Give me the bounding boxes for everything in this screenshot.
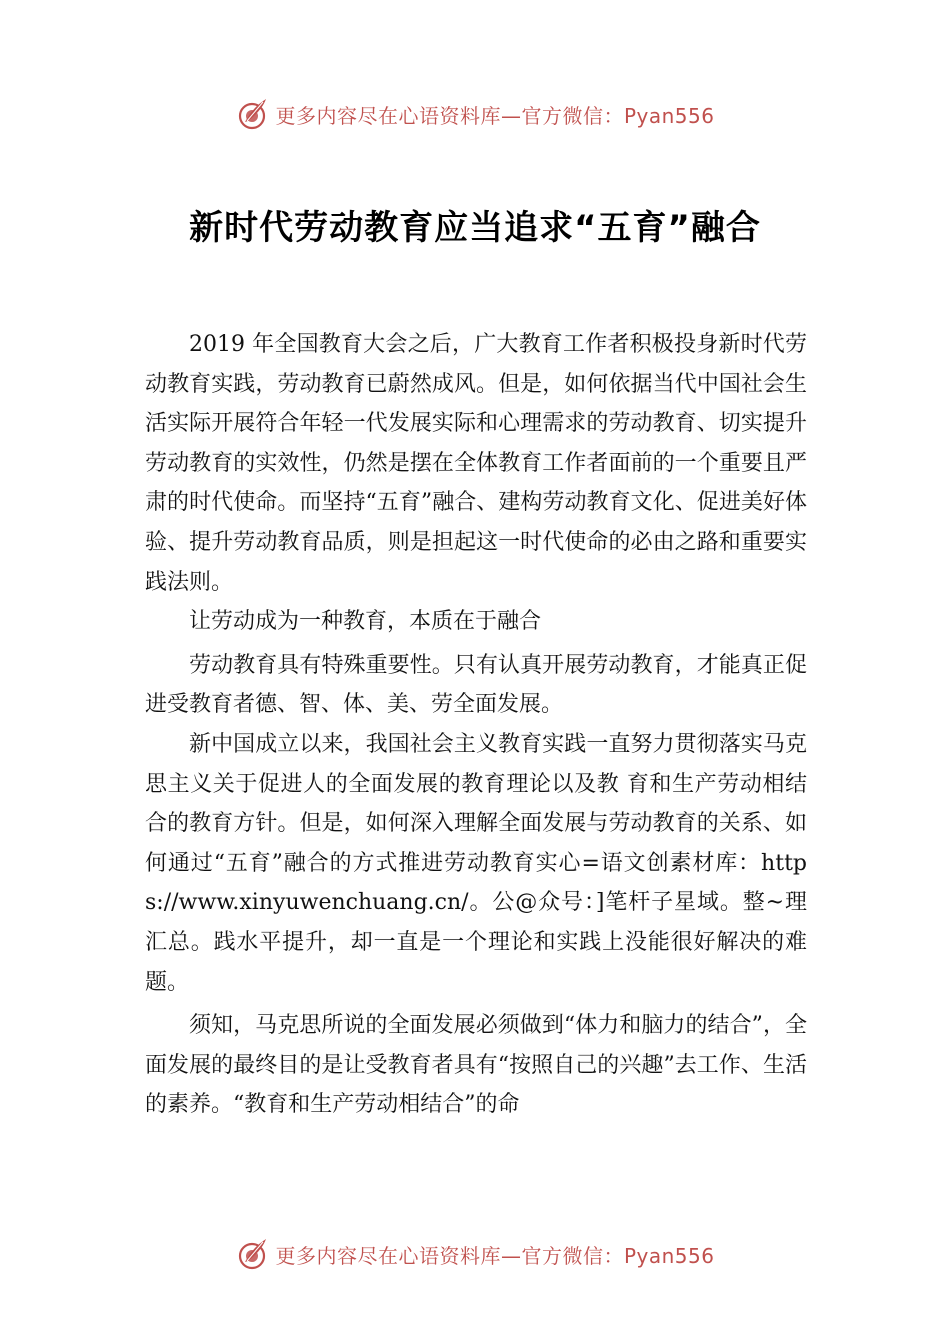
header-watermark [0,94,950,134]
footer-watermark [0,1234,950,1274]
paragraph-marx: 须知，马克思所说的全面发展必须做到“体力和脑力的结合”，全面发展的最终目的是让受教育者具有“按照自己的兴趣”去工作、生活的素养。“教育和生产劳动相结合”的命 [145,1013,807,1118]
paragraph-intro: 2019 年全国教育大会之后，广大教育工作者积极投身新时代劳动教育实践，劳动教育已蔚然成风。但是，如何依据当代中国社会生活实际开展符合年轻一代发展实际和心理需求的劳动教育、切实提升劳动教育的实效性，仍然是摆在全体教育工作者面前的一个重要且严肃的时代使命。而坚持“五育”融合、建构劳动教育文化、促进美好体验、提升劳动教育品质，则是担起这一时代使命的必由之路和重要实践法则。 [145,332,807,595]
paragraph-history: 新中国成立以来，我国社会主义教育实践一直努力贯彻落实马克思主义关于促进人的全面发展的教育理论以及教 育和生产劳动相结合的教育方针。但是，如何深入理解全面发展与劳动教育的关系、如何通过“五育”融合的方式推进劳动教育实心=语文创素材库：https://www.xinyuwenchuang.cn/。公@众号：]笔杆子星域。整~理汇总。践水平提升，却一直是一个理论和实践上没能很好解决的难题。 [145,731,807,995]
page-title: 新时代劳动教育应当追求“五育”融合 [189,208,761,248]
quill-seal-icon [235,97,269,131]
paragraph-heading: 让劳动成为一种教育，本质在于融合 [189,609,542,635]
document-body [145,325,807,1125]
watermark-text: 更多内容尽在心语资料库—官方微信：Pyan556 [275,103,715,128]
quill-seal-icon [235,1237,269,1271]
paragraph-importance: 劳动教育具有特殊重要性。只有认真开展劳动教育，才能真正促进受教育者德、智、体、美、劳全面发展。 [145,652,807,718]
watermark-text: 更多内容尽在心语资料库—官方微信：Pyan556 [275,1243,715,1268]
